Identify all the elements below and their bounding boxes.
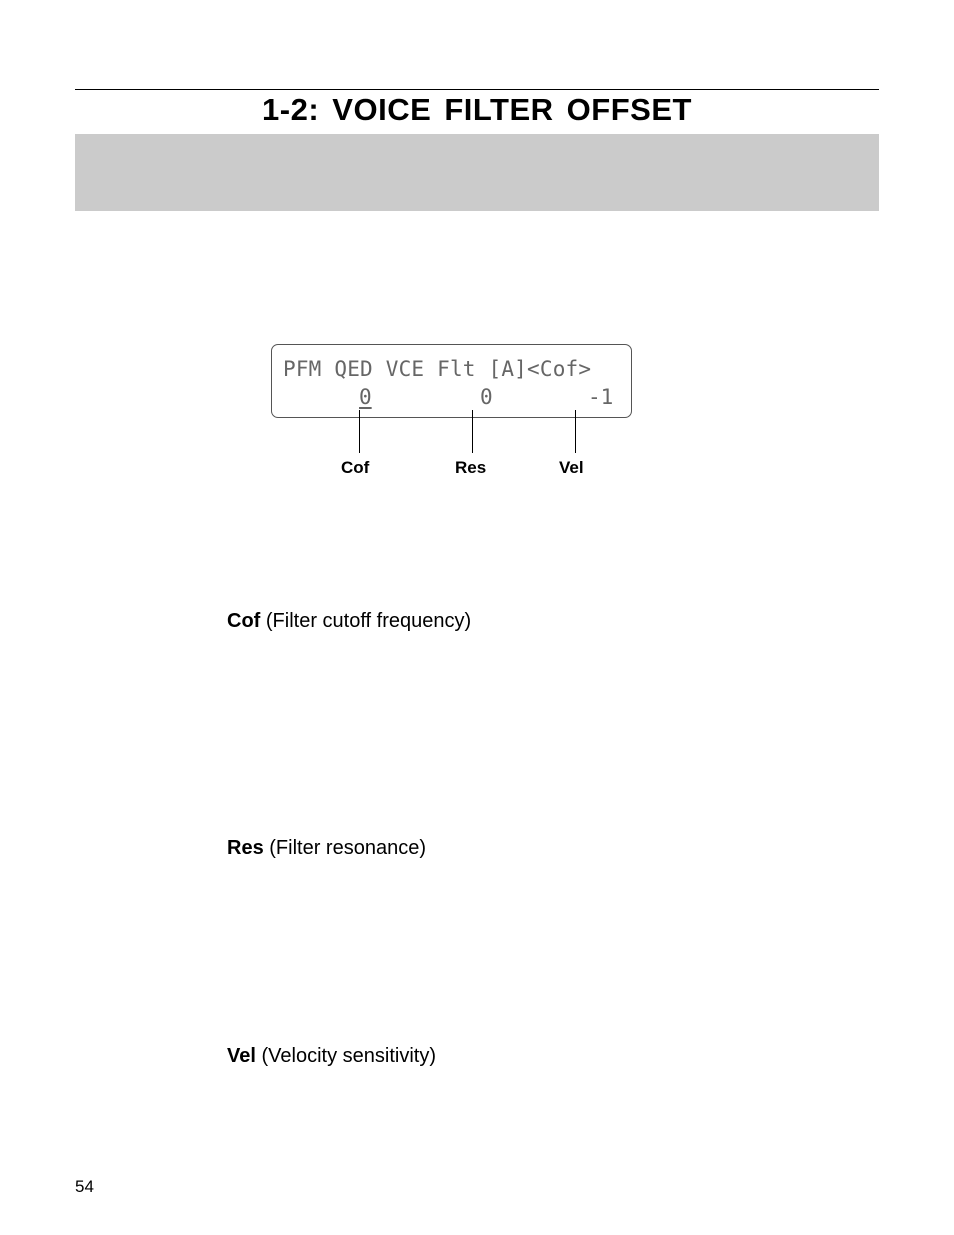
param-label-cof: Cof (341, 458, 370, 477)
section-description: (Filter resonance) (269, 837, 426, 859)
pointer-line-vel (575, 410, 576, 453)
lcd-value-vel: -1 (588, 385, 614, 409)
section-description: (Filter cutoff frequency) (265, 610, 472, 632)
param-label-vel: Vel (559, 458, 584, 477)
section-term: Res (227, 837, 264, 859)
gray-band (75, 134, 879, 211)
lcd-value-cof: 0 (359, 385, 372, 409)
pointer-line-res (472, 410, 473, 453)
lcd-line-1: PFM QED VCE Flt [A]<Cof> (283, 357, 592, 381)
section-term: Vel (227, 1045, 256, 1067)
lcd-value-res: 0 (480, 385, 493, 409)
section-heading-cof (227, 608, 471, 634)
section-term: Cof (227, 610, 261, 632)
page-title: 1-2: VOICE FILTER OFFSET (262, 92, 692, 127)
lcd-display (271, 344, 632, 418)
param-label-res: Res (455, 458, 487, 477)
section-description: (Velocity sensitivity) (261, 1045, 436, 1067)
section-heading-vel (227, 1043, 436, 1069)
section-heading-res (227, 835, 426, 861)
pointer-line-cof (359, 410, 360, 453)
page-number: 54 (75, 1177, 94, 1196)
